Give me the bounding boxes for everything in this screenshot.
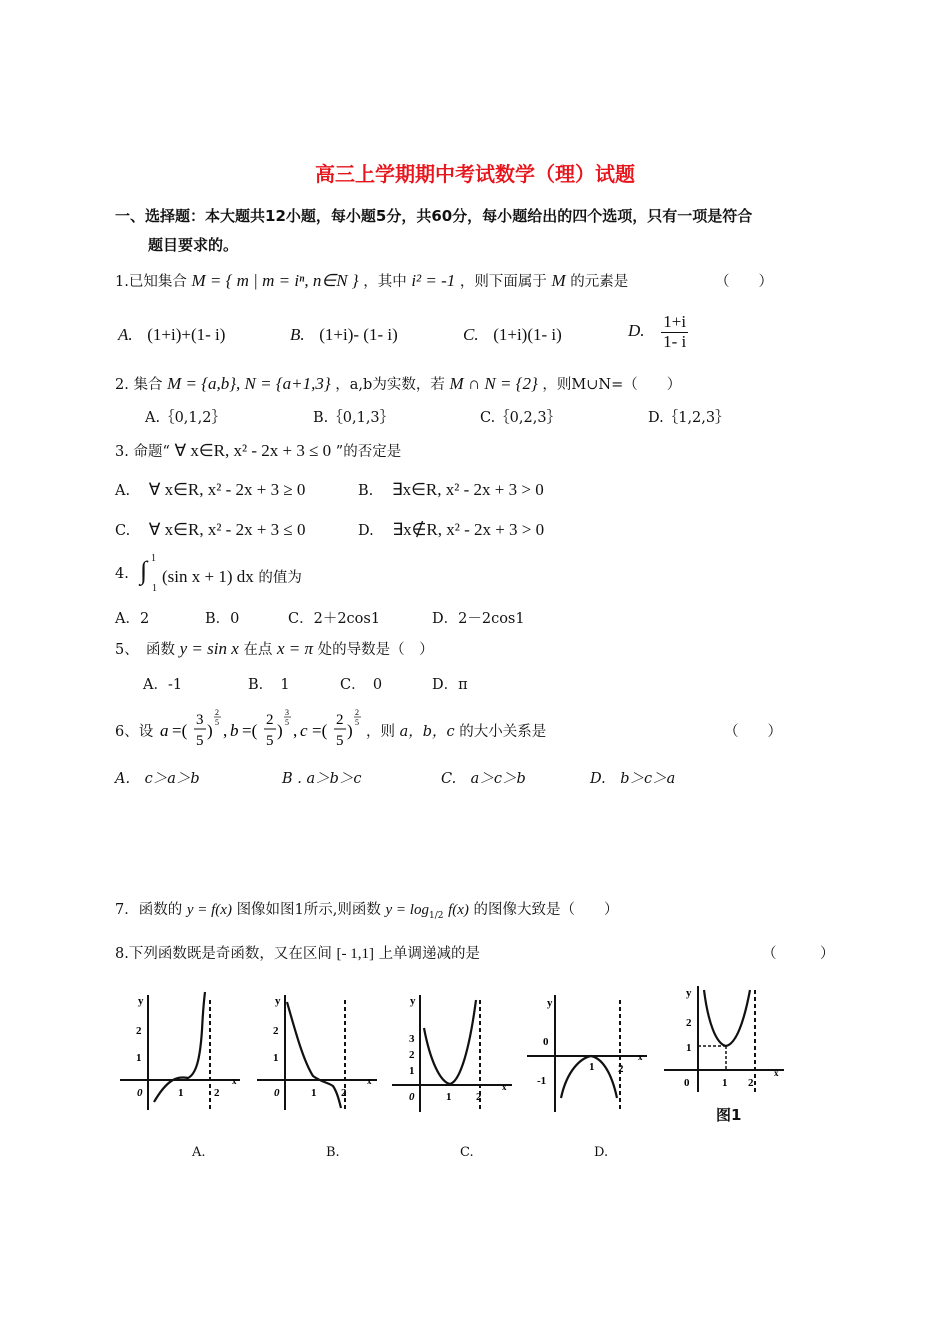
svg-text:1: 1 [409,1065,415,1077]
svg-text:5: 5 [355,718,359,727]
q5-option-c: C． 0 [340,677,383,693]
svg-text:): ) [347,721,353,740]
q4-integral-sign: ∫ [140,556,148,585]
question-7 [115,898,619,921]
q1-set: M = { m | m = iⁿ, n∈N } [191,271,359,290]
q4-option-a: A．2 [115,611,150,627]
q1-d-denominator: 1- i [663,331,687,351]
figure-1-graph [662,982,787,1097]
q1-d-numerator: 1+i [661,313,688,333]
svg-text:a: a [160,721,169,740]
svg-text:0: 0 [543,1036,549,1048]
q7-function: y = f(x) [186,902,232,918]
svg-text:2: 2 [214,1087,220,1099]
q7-mid: 图像如图1所示,则函数 [236,902,381,918]
svg-text:1: 1 [686,1042,692,1054]
svg-text:1: 1 [136,1052,142,1064]
q2-option-b: B.｛0,1,3｝ [313,410,395,426]
q2-tail: ，则M∪N=（ ） [542,377,682,393]
q6-stem: 6、设 [115,724,154,740]
svg-text:): ) [277,721,283,740]
svg-text:1: 1 [722,1077,728,1089]
q4-upper-limit: 1 [151,553,156,564]
q1-stem: 1.已知集合 [115,274,187,290]
svg-text:y: y [410,995,416,1007]
q6-vars: a，b，c [399,724,455,740]
question-1 [115,270,628,291]
svg-text:5: 5 [285,718,289,727]
q2-condition: M ∩ N = {2} [449,374,538,393]
q3-a-text: ∀ x∈R, x² - 2x + 3 ≥ 0 [148,480,306,499]
svg-text:5: 5 [336,733,344,749]
svg-text:2: 2 [409,1049,415,1061]
q6-option-d: D. b＞c＞a [590,771,676,787]
svg-text:y: y [547,997,553,1009]
svg-text:3: 3 [285,708,289,717]
svg-text:2: 2 [476,1091,482,1103]
svg-text:2: 2 [266,712,274,728]
page-title: 高三上学期期中考试数学（理）试题 [315,162,635,186]
q2-option-c: C.｛0,2,3｝ [480,410,562,426]
svg-text:2: 2 [686,1017,692,1029]
q3-b-label: B. [358,483,374,499]
q6-option-b: B . a＞b＞c [282,771,362,787]
q4-lower-limit: 1 [152,583,157,594]
svg-text:,: , [223,721,228,740]
svg-text:2: 2 [273,1025,279,1037]
svg-text:-1: -1 [537,1075,547,1087]
q1-c-label: C. [463,325,479,344]
q3-c-text: ∀ x∈R, x² - 2x + 3 ≤ 0 [148,520,306,539]
q7-log-argument: f(x) [448,902,469,918]
graph-b [255,990,380,1115]
svg-text:3: 3 [409,1033,415,1045]
q7-log: y = log [385,902,429,918]
svg-text:2: 2 [336,712,344,728]
svg-text:2: 2 [136,1025,142,1037]
svg-text:x: x [367,1076,372,1086]
q8-stem: 8.下列函数既是奇函数，又在区间 [115,946,332,962]
q1-set-name: M [551,271,566,290]
q1-d-fraction [661,313,688,351]
q4-expression [162,566,302,587]
svg-text:2: 2 [355,708,359,717]
section-heading-line1: 一、选择题：本大题共12小题，每小题5分，共60分，每小题给出的四个选项，只有一项是符合 [115,207,753,225]
q1-option-b [290,325,398,345]
graph-d-label: D. [594,1145,609,1160]
q3-option-b [358,480,544,500]
q5-mid: 在点 [243,642,273,658]
svg-text:y: y [275,995,281,1007]
q6-tail-line [366,720,546,741]
q4-stem: 4. [115,566,129,582]
q6-end: 的大小关系是 [459,724,547,740]
q1-option-c [463,325,562,345]
q1-option-d [628,313,688,351]
q7-stem: 7．函数的 [115,902,183,918]
svg-text:=(: =( [172,721,188,740]
q3-option-d [358,520,544,540]
q4-integrand: (sin x + 1) dx [162,567,254,586]
q8-answer-paren: （ ） [762,946,835,962]
q5-function: y = sin x [179,639,239,658]
q1-c-text: (1+i)(1- i) [493,325,562,344]
svg-text:=(: =( [312,721,328,740]
q1-option-a [118,325,225,345]
question-3 [115,440,401,461]
q5-option-b: B． 1 [248,677,290,693]
q3-d-label: D. [358,523,374,539]
svg-text:0: 0 [274,1087,280,1099]
svg-text:x: x [232,1076,237,1086]
q5-stem: 5、 函数 [115,642,175,658]
svg-text:): ) [207,721,213,740]
svg-text:=(: =( [242,721,258,740]
q3-proposition: ∀ x∈R, x² - 2x + 3 ≤ 0 [174,441,332,460]
q6-answer-paren: （ ） [724,724,782,740]
svg-text:2: 2 [618,1063,624,1075]
q2-sets: M = {a,b}, N = {a+1,3} [167,374,331,393]
svg-text:x: x [502,1082,507,1092]
svg-text:3: 3 [196,712,204,728]
svg-text:2: 2 [341,1087,347,1099]
q8-interval: [- 1,1] [336,946,374,962]
q3-d-text: ∃x∉R, x² - 2x + 3 > 0 [392,520,545,539]
svg-text:c: c [300,721,308,740]
q1-condition: i² = -1 [411,271,456,290]
q5-tail: 处的导数是（ ） [317,642,434,658]
svg-text:0: 0 [684,1077,690,1089]
q4-tail: 的值为 [258,570,302,586]
q3-option-c [115,520,306,540]
question-5 [115,638,434,659]
svg-text:0: 0 [137,1087,143,1099]
q1-b-label: B. [290,325,305,344]
q1-d-label: D. [628,321,645,341]
q1-a-label: A. [118,325,133,344]
figure-1-label: 图1 [716,1106,742,1124]
graph-d [525,990,650,1115]
q2-option-d: D.｛1,2,3｝ [648,410,730,426]
q2-option-a: A.｛0,1,2｝ [145,410,226,426]
svg-text:5: 5 [266,733,274,749]
q6-option-c: C. a＞c＞b [441,771,526,787]
section-heading-line2: 题目要求的。 [148,236,239,254]
question-8 [115,942,480,963]
q1-mid: ，其中 [363,274,407,290]
q7-log-base: 1/2 [428,910,444,921]
svg-text:2: 2 [215,708,219,717]
graph-a [118,990,243,1115]
q5-option-d: D．π [432,677,468,693]
q1-answer-paren: （ ） [715,274,773,290]
svg-text:1: 1 [311,1087,317,1099]
q6-tail: ，则 [366,724,395,740]
q2-stem: 2. 集合 [115,377,163,393]
q3-stem: 3. 命题“ [115,444,170,460]
q3-tail: ”的否定是 [335,444,402,460]
q4-option-d: D．2－2cos1 [432,611,525,627]
svg-text:y: y [138,995,144,1007]
q1-end: 的元素是 [570,274,629,290]
q3-c-label: C. [115,523,131,539]
svg-text:0: 0 [409,1091,415,1103]
q3-a-label: A. [115,483,131,499]
q1-tail: ，则下面属于 [459,274,547,290]
svg-text:1: 1 [178,1087,184,1099]
svg-text:5: 5 [196,733,204,749]
svg-text:b: b [230,721,239,740]
graph-c-label: C. [460,1145,474,1160]
q7-tail: 的图像大致是（ ） [473,902,619,918]
q5-point: x = π [276,639,314,658]
svg-text:2: 2 [748,1077,754,1089]
q3-b-text: ∃x∈R, x² - 2x + 3 > 0 [391,480,544,499]
q8-tail: 上单调递减的是 [378,946,481,962]
q1-a-text: (1+i)+(1- i) [147,325,226,344]
graph-a-label: A. [192,1145,206,1160]
graph-c [390,990,515,1115]
q4-option-b: B．0 [205,611,240,627]
svg-text:1: 1 [273,1052,279,1064]
svg-text:,: , [293,721,298,740]
graph-b-label: B. [326,1145,340,1160]
q3-option-a [115,480,305,500]
question-2 [115,373,681,394]
q5-option-a: A．-1 [143,677,183,693]
q2-mid: ，a,b为实数，若 [335,377,445,393]
q1-b-text: (1+i)- (1- i) [319,325,398,344]
svg-text:x: x [774,1068,779,1078]
svg-text:5: 5 [215,718,219,727]
q6-definitions [160,704,380,754]
q4-option-c: C．2＋2cos1 [288,611,381,627]
svg-text:x: x [638,1052,643,1062]
svg-text:1: 1 [589,1061,595,1073]
q6-option-a: A. c＞a＞b [115,771,200,787]
svg-text:1: 1 [446,1091,452,1103]
svg-text:y: y [686,987,692,999]
